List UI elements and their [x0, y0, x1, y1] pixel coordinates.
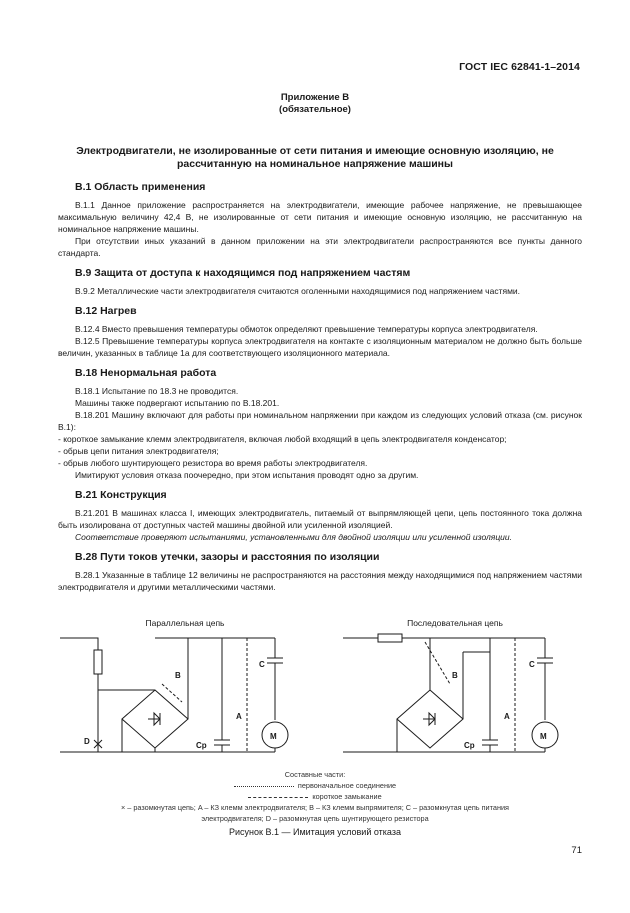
parallel-title: Параллельная цепь [145, 618, 225, 628]
series-circuit [343, 634, 558, 752]
document-title: Электродвигатели, не изолированные от сети питания и имеющие основную изоляцию, не рассчитанную на номинальное напряжение машины [76, 145, 554, 170]
label-a: A [236, 712, 242, 721]
legend-title: Составные части: [284, 770, 346, 779]
paragraph: Машины также подвергают испытанию по В.18.201. [75, 398, 280, 408]
list-item: - короткое замыкание клемм электродвигателя, включая любой входящий в цепь электродвигателя конденсатор; [58, 434, 507, 444]
paragraph: В.12.5 Превышение температуры корпуса электродвигателя на контакте с изоляционным материалом не должно быть больше величин, указанных в таблице 1а для соответствующего изоляционного материала. [58, 336, 582, 358]
section-b21 [58, 488, 582, 543]
label-b: B [175, 671, 181, 680]
legend-line-2: электродвигателя; D – разомкнутая цепь шунтирующего резистора [201, 814, 429, 823]
label-c: C [259, 660, 265, 669]
section-heading: В.18 Ненормальная работа [75, 367, 217, 379]
section-heading: В.21 Конструкция [75, 489, 167, 501]
legend-line-1: × – разомкнутая цепь; A – КЗ клемм электродвигателя; B – КЗ клемм выпрямителя; C – разомкнутая цепь питания [120, 803, 510, 812]
diode-symbol [423, 713, 435, 725]
list-item: - обрыв любого шунтирующего резистора во время работы электродвигателя. [58, 458, 368, 468]
parallel-circuit [60, 638, 288, 752]
section-heading: В.28 Пути токов утечки, зазоры и расстояния по изоляции [75, 551, 380, 563]
figure-caption: Рисунок В.1 — Имитация условий отказа [229, 827, 401, 837]
standard-number: ГОСТ IEC 62841-1–2014 [459, 61, 580, 73]
paragraph: Имитируют условия отказа поочередно, при этом испытания проводят одно за другим. [75, 470, 419, 480]
list-item: - обрыв цепи питания электродвигателя; [58, 446, 219, 456]
label-b: B [452, 671, 458, 680]
label-cp: Cp [196, 741, 207, 750]
dotted-line-sample [234, 786, 294, 787]
resistor-symbol [94, 650, 102, 674]
legend-dotted-row [0, 781, 630, 792]
paragraph: В.18.1 Испытание по 18.3 не проводится. [75, 386, 239, 396]
page-number: 71 [571, 845, 582, 856]
section-b12 [58, 304, 582, 359]
paragraph: В.9.2 Металлические части электродвигателя считаются оголенными находящимися под напряжением частями. [75, 286, 521, 296]
paragraph: В.21.201 В машинах класса I, имеющих электродвигатель, питаемый от выпрямляющей цепи, цепь постоянного тока должна быть изолирована от доступных частей машины двойной или усиленной изоляцией. [58, 508, 582, 530]
label-m: M [540, 732, 547, 741]
diode-symbol [148, 713, 160, 725]
legend-dashed-row [0, 792, 630, 803]
resistor-symbol [378, 634, 402, 642]
label-m: M [270, 732, 277, 741]
annex-status: (обязательное) [279, 104, 351, 115]
dashed-line-sample [248, 797, 308, 798]
label-a: A [504, 712, 510, 721]
section-heading: В.12 Нагрев [75, 305, 137, 317]
paragraph: В.12.4 Вместо превышения температуры обмоток определяют превышение температуры корпуса электродвигателя. [75, 324, 538, 334]
legend-dotted-text: первоначальное соединение [297, 781, 397, 790]
paragraph: При отсутствии иных указаний в данном приложении на эти электродвигатели распространяются все пункты данного стандарта. [58, 236, 582, 258]
document-body [58, 180, 582, 593]
legend-dashed-text: короткое замыкание [312, 792, 382, 801]
paragraph: В.1.1 Данное приложение распространяется на электродвигатели, имеющие рабочее напряжение, не превышающее максимальную величину 42,4 В, не изолированные от сети питания и имеющие основную изоляцию, не рассчитанную на номинальное напряжение машины. [58, 200, 582, 234]
section-b9 [58, 266, 582, 297]
paragraph: В.18.201 Машину включают для работы при номинальном напряжении при каждом из следующих условий отказа (см. рисунок В.1): [58, 410, 582, 432]
section-heading: В.1 Область применения [75, 181, 206, 193]
label-d: D [84, 737, 90, 746]
short-b [425, 642, 450, 684]
circuit-figure [0, 612, 630, 772]
annex-title: Приложение В [280, 92, 350, 103]
section-b28 [58, 550, 582, 593]
label-cp: Cp [464, 741, 475, 750]
label-c: C [529, 660, 535, 669]
section-b1 [58, 180, 582, 259]
section-heading: В.9 Защита от доступа к находящимся под напряжением частям [75, 267, 411, 279]
compliance-note: Соответствие проверяют испытаниями, установленными для двойной изоляции или усиленной изоляции. [75, 532, 512, 542]
series-title: Последовательная цепь [407, 618, 503, 628]
paragraph: В.28.1 Указанные в таблице 12 величины не распространяются на расстояния между находящимися под напряжением частями электродвигателя и другими металлическими частями. [58, 570, 582, 592]
section-b18 [58, 366, 582, 481]
